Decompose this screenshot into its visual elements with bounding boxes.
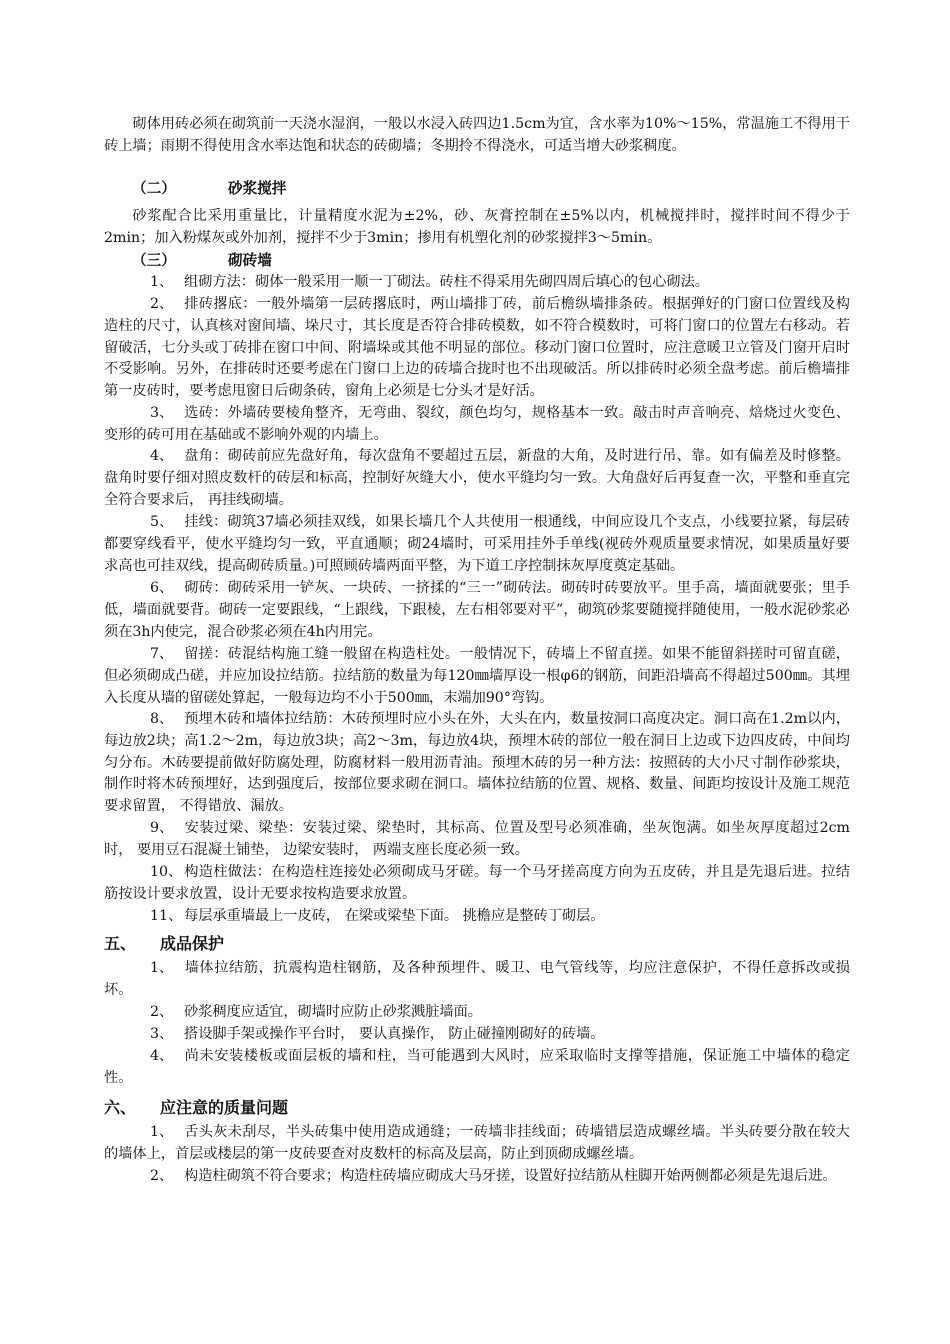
mortar-paragraph: 砂浆配合比采用重量比，计量精度水泥为±2%，砂、灰膏控制在±5%以内，机械搅拌时，搅拌时间不得少于2min；加入粉煤灰或外加剂，搅拌不少于3min；掺用有机塑化剂的砂浆搅拌3～5min。 (104, 208, 850, 246)
section-6-number: 六、 (104, 1098, 137, 1117)
mortar-heading-number: （二） (132, 180, 176, 197)
list-item: 1、 组砌方法：砌体一般采用一顺一丁砌法。砖柱不得采用先砌四周后填心的包心砌法。 (150, 274, 709, 290)
list-item: 7、 留搓：砖混结构施工缝一般留在构造柱处。一般情况下，砖墙上不留直搓。如果不能留斜搓时可留直磋，但必须砌成凸磋，并应加设拉结筋。拉结筋的数量为每120㎜墙厚设一根φ6的钢筋，间距沿墙高不得超过500㎜。其埋入长度从墙的留磋处算起，一般每边均不小于500㎜，末端加90°弯钩。 (104, 646, 850, 706)
list-item: 2、 砂浆稠度应适宜，砌墙时应防止砂浆溅脏墙面。 (150, 1004, 482, 1020)
section-5-title: 成品保护 (160, 934, 225, 953)
list-item: 10、 构造柱做法：在构造柱连接处必须砌成马牙磋。每一个马牙搓高度方向为五皮砖，并且是先退后进。拉结筋按设计要求放置，设计无要求按构造要求放置。 (104, 864, 850, 902)
list-item: 11、 每层承重墙最上一皮砖， 在梁或梁垫下面。 挑檐应是整砖丁砌层。 (150, 908, 605, 924)
list-item: 8、 预埋木砖和墙体拉结筋：木砖预埋时应小头在外，大头在内，数量按洞口高度决定。洞口高在1.2m以内，每边放2块；高1.2～2m，每边放3块；高2～3m，每边放4块，预埋木砖的部位一般在洞日上边或下边四皮砖，中间均匀分布。木砖要提前做好防腐处理，防腐材料一般用沥青油。预埋木砖的另一种方法：按照砖的大小尺寸制作砂浆块，制作时将木砖预埋好，达到强度后，按部位要求砌在洞口。墙体拉结筋的位置、规格、数量、间距均按设计及施工规范要求留置， 不得错放、漏放。 (104, 711, 850, 815)
section-5-number: 五、 (104, 934, 137, 953)
section-6-title: 应注意的质量问题 (160, 1098, 289, 1117)
list-item: 2、 构造柱砌筑不符合要求；构造柱砖墙应砌成大马牙搓，设置好拉结筋从柱脚开始两侧都必须是先退后进。 (150, 1168, 837, 1184)
list-item: 4、 尚未安装楼板或面层板的墙和柱，当可能遇到大风时，应采取临时支撑等措施，保证施工中墙体的稳定性。 (104, 1048, 850, 1086)
list-item: 2、 排砖撂底：一般外墙第一层砖撂底时，两山墙排丁砖，前后檐纵墙排条砖。根据弹好的门窗口位置线及构造柱的尺寸，认真核对窗间墙、垛尺寸，其长度是否符合排砖模数，如不符合模数时，可将门窗口的位置左右移动。若留破活，七分头或丁砖排在窗口中间、附墙垛或其他不明显的部位。移动门窗口位置时，应注意暖卫立管及门窗开启时不受影响。另外，在排砖时还要考虑在门窗口上边的砖墙合拢时也不出现破活。所以排砖时必须全盘考虑。前后檐墙排第一皮砖时，要考虑甩窗日后砌条砖，窗角上必须是七分头才是好活。 (104, 296, 850, 400)
mortar-heading (132, 178, 286, 200)
brickwall-heading-title: 砌砖墙 (228, 252, 272, 269)
list-item: 6、 砌砖：砌砖采用一铲灰、一块砖、一挤揉的“三一”砌砖法。砌砖时砖要放平。里手高，墙面就要张；里手低，墙面就要背。砌砖一定要跟线，“上跟线，下跟棱，左右相邻要对平”，砌筑砂浆要随搅拌随使用，一般水泥砂浆必须在3h内使完，混合砂浆必须在4h内用完。 (104, 580, 850, 640)
section-6-heading (104, 1096, 288, 1120)
brickwall-heading (132, 250, 272, 272)
section-5-heading (104, 932, 224, 956)
list-item: 3、 搭设脚手架或操作平台时， 要认真操作， 防止碰撞刚砌好的砖墙。 (150, 1026, 605, 1042)
list-item: 4、 盘角：砌砖前应先盘好角，每次盘角不要超过五层，新盘的大角，及时进行吊、靠。如有偏差及时修整。 盘角时要仔细对照皮数杆的砖层和标高，控制好灰缝大小，使水平缝均匀一致。大角盘好后再复查一次，平整和垂直完全符合要求后， 再挂线砌墙。 (104, 448, 850, 508)
list-item: 9、 安装过梁、梁垫：安装过梁、梁垫时，其标高、位置及型号必须准确，坐灰饱满。如坐灰厚度超过2cm时， 要用豆石混凝土铺垫， 边梁安装时， 两端支座长度必须一致。 (104, 820, 850, 858)
list-item: 1、 墙体拉结筋，抗震构造柱钢筋，及各种预埋件、暖卫、电气管线等，均应注意保护，不得任意拆改或损坏。 (104, 960, 850, 998)
list-item: 3、 选砖：外墙砖要棱角整齐，无弯曲、裂纹，颜色均匀，规格基本一致。敲击时声音响亮、焙烧过火变色、变形的砖可用在基础或不影响外观的内墙上。 (104, 405, 850, 443)
list-item: 5、 挂线：砌筑37墙必须挂双线，如果长墙几个人共使用一根通线，中间应设几个支点，小线要拉紧，每层砖都要穿线看平，使水平缝均匀一致，平直通顺；砌24墙时，可采用挂外手单线(视砖外观质量要求情况，如果质量好要求高也可挂双线，提高砌砖质量。)可照顾砖墙两面平整，为下道工序控制抹灰厚度奠定基础。 (104, 514, 850, 574)
intro-paragraph: 砌体用砖必须在砌筑前一天浇水湿润，一般以水浸入砖四边1.5cm为宜，含水率为10%～15%，常温施工不得用干砖上墙；雨期不得使用含水率达饱和状态的砖砌墙；冬期拎不得浇水，可适当增大砂浆稠度。 (104, 116, 850, 154)
brickwall-heading-number: （三） (132, 252, 176, 269)
list-item: 1、 舌头灰未刮尽，半头砖集中使用造成通缝；一砖墙非挂线面；砖墙错层造成螺丝墙。半头砖要分散在较大的墙体上，首层或楼层的第一皮砖要查对皮数杆的标高及层高，防止到顶砌成螺丝墙。 (104, 1124, 850, 1162)
mortar-heading-title: 砂浆搅拌 (228, 180, 287, 197)
